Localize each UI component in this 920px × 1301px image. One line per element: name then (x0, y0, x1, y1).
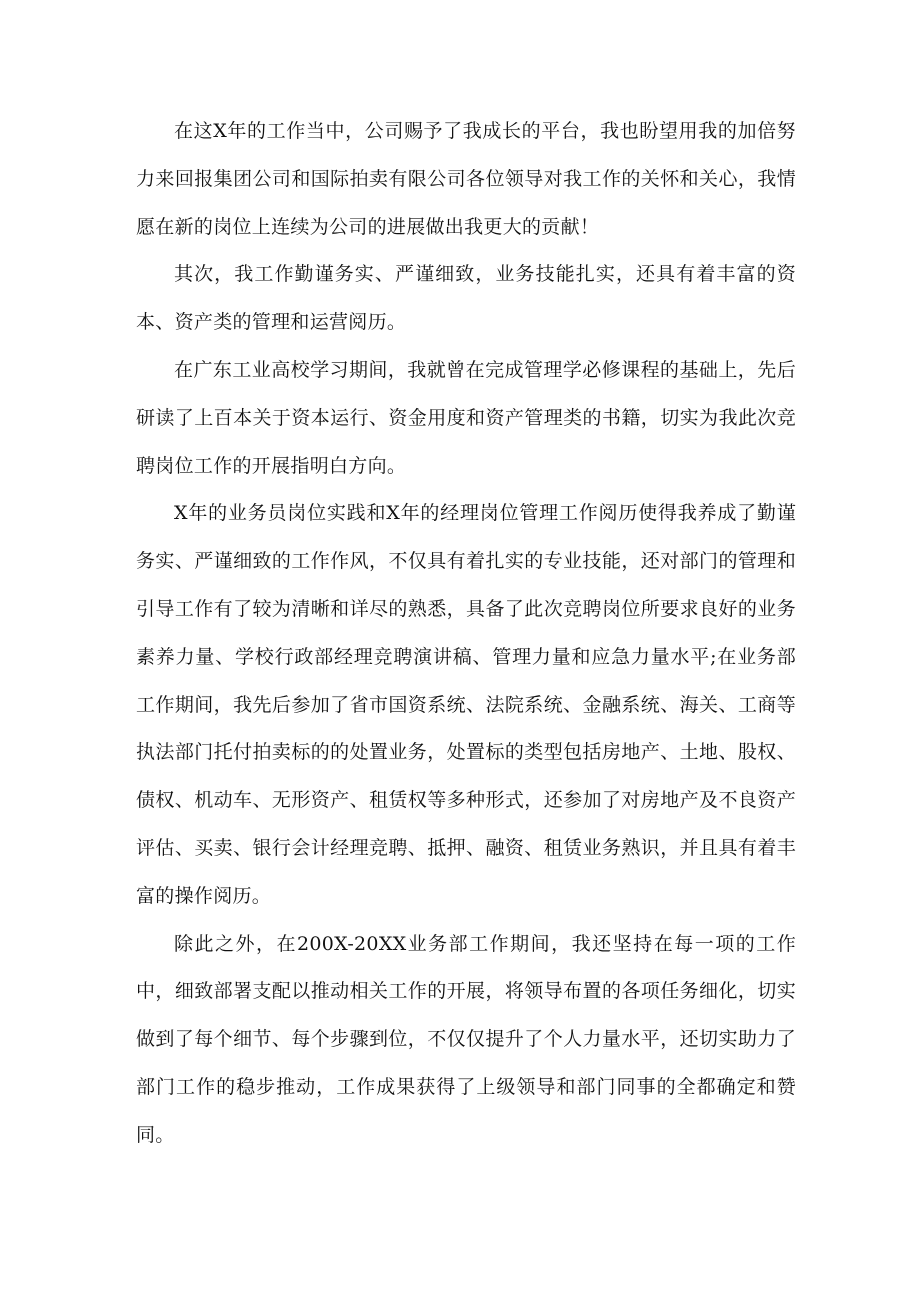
paragraph-1: 在这X年的工作当中，公司赐予了我成长的平台，我也盼望用我的加倍努力来回报集团公司和国际拍卖有限公司各位领导对我工作的关怀和关心，我情愿在新的岗位上连续为公司的进展做出我更大的贡献！ (136, 120, 796, 238)
paragraph-4: X年的业务员岗位实践和X年的经理岗位管理工作阅历使得我养成了勤谨务实、严谨细致的工作作风，不仅具有着扎实的专业技能，还对部门的管理和引导工作有了较为清晰和详尽的熟悉，具备了此次竞聘岗位所要求良好的业务素养力量、学校行政部经理竞聘演讲稿、管理力量和应急力量水平;在业务部工作期间，我先后参加了省市国资系统、法院系统、金融系统、海关、工商等执法部门托付拍卖标的的处置业务，处置标的类型包括房地产、土地、股权、债权、机动车、无形资产、租赁权等多种形式，还参加了对房地产及不良资产评估、买卖、银行会计经理竞聘、抵押、融资、租赁业务熟识，并且具有着丰富的操作阅历。 (136, 502, 796, 907)
paragraph-2: 其次，我工作勤谨务实、严谨细致，业务技能扎实，还具有着丰富的资本、资产类的管理和运营阅历。 (136, 263, 796, 334)
document-page (136, 108, 796, 1160)
paragraph-5: 除此之外，在200X-20XX业务部工作期间，我还坚持在每一项的工作中，细致部署支配以推动相关工作的开展，将领导布置的各项任务细化，切实做到了每个细节、每个步骤到位，不仅仅提升了个人力量水平，还切实助力了部门工作的稳步推动，工作成果获得了上级领导和部门同事的全都确定和赞同。 (136, 932, 796, 1146)
paragraph-3: 在广东工业高校学习期间，我就曾在完成管理学必修课程的基础上，先后研读了上百本关于资本运行、资金用度和资产管理类的书籍，切实为我此次竞聘岗位工作的开展指明白方向。 (136, 358, 796, 477)
